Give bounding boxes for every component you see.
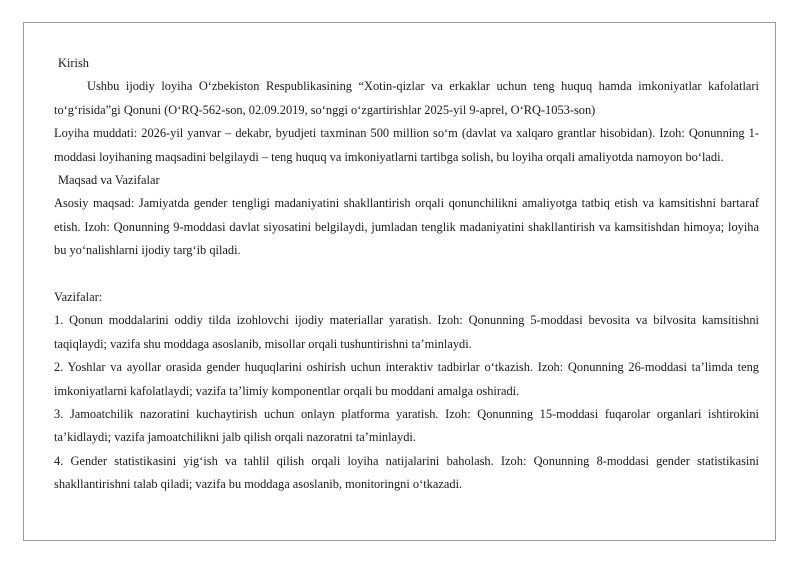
tasks-heading: Vazifalar: xyxy=(54,290,103,305)
task-item: 1. Qonun moddalarini oddiy tilda izohlovchi ijodiy materiallar yaratish. Izoh: Qonunning 5-moddasi bevosita va bilvosita kamsitishni taqiqlaydi; vazifa shu moddaga asoslanib, misollar orqali tushuntirishni ta’minlaydi. xyxy=(54,313,759,351)
duration-paragraph: Loyiha muddati: 2026-yil yanvar – dekabr, byudjeti taxminan 500 million so‘m (davlat va xalqaro grantlar hisobidan). Izoh: Qonunning 1-moddasi loyihaning maqsadini belgilaydi – teng huquq va imkoniyatlarni tartibga solish, bu loyiha orqali amaliyotda namoyon bo‘ladi. xyxy=(54,126,759,164)
task-item: 4. Gender statistikasini yig‘ish va tahlil qilish orqali loyiha natijalarini baholash. Izoh: Qonunning 8-moddasi gender statistikasini shakllantirishni talab qiladi; vazifa bu moddaga asoslanib, monitoringni o‘tkazadi. xyxy=(54,453,759,492)
document-body xyxy=(54,52,759,497)
goals-heading: Maqsad va Vazifalar xyxy=(58,173,160,188)
intro-paragraph: Ushbu ijodiy loyiha O‘zbekiston Respublikasining “Xotin-qizlar va erkaklar uchun teng huquq hamda imkoniyatlar kafolatlari to‘g‘risida”gi Qonuni (O‘RQ-562-son, 02.09.2019, so‘nggi o‘zgartirishlar 2025-yil 9-aprel, O‘RQ-1053-son) xyxy=(54,79,759,117)
task-item: 3. Jamoatchilik nazoratini kuchaytirish uchun onlayn platforma yaratish. Izoh: Qonunning 15-moddasi fuqarolar organlari ishtirokini ta’kidlaydi; vazifa jamoatchilikni jalb qilish orqali nazoratni ta’minlaydi. xyxy=(54,407,759,445)
task-item: 2. Yoshlar va ayollar orasida gender huquqlarini oshirish uchun interaktiv tadbirlar o‘tkazish. Izoh: Qonunning 26-moddasi ta’limda teng imkoniyatlarni kafolatlaydi; vazifa ta’limiy komponentlar orqali bu moddani amalga oshiradi. xyxy=(54,360,759,398)
blank-line xyxy=(54,263,759,286)
intro-heading: Kirish xyxy=(58,56,89,70)
main-goal-paragraph: Asosiy maqsad: Jamiyatda gender tengligi madaniyatini shakllantirish orqali qonunchilikni amaliyotga tatbiq etish va kamsitishni bartaraf etish. Izoh: Qonunning 9-moddasi davlat siyosatini belgilaydi, jumladan tenglik madaniyatini shakllantirish va kamsitishdan himoya; loyiha bu yo‘nalishlarni ijodiy targ‘ib qiladi. xyxy=(54,196,759,258)
